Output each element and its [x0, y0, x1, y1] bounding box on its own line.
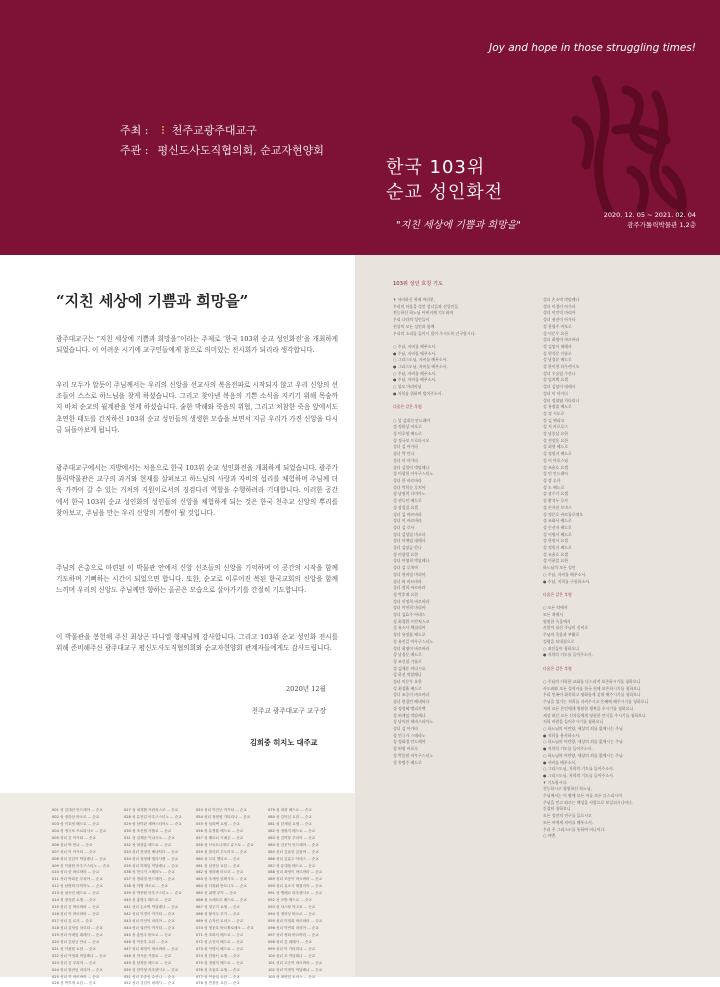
- martyr-name-item: 058 성 브르트니에르 유스토 ... 순교: [196, 842, 254, 847]
- litany-line: ○ 성모 마리아님: [393, 384, 422, 390]
- martyr-name-item: 038 성 허협 바오로 ... 순교: [124, 884, 168, 889]
- litany-line: 성녀 이영희 막달레나: [393, 558, 430, 564]
- litany-line: 성녀 허 바르바라: [393, 578, 422, 584]
- martyr-name-item: 068 성 황석두 루카 ... 순교: [196, 912, 240, 917]
- martyr-name-item: 077 성 이윤일 요한 ... 순교: [196, 974, 240, 979]
- martyr-name-item: 006 성녀 박 안나 ... 순교: [52, 842, 93, 847]
- litany-line: 성령을 보내심으로: [543, 638, 575, 644]
- litany-line: 성 정하상 바오로: [393, 424, 422, 430]
- litany-line: 하느님의 모든 성인: [543, 565, 576, 571]
- litany-line: 우리 나라의 성인들이: [393, 317, 430, 323]
- martyr-name-item: 097 성녀 정희 바르바라 ... 순교: [268, 932, 319, 937]
- martyr-name-item: 065 성 위앵 루카 ... 순교: [196, 891, 237, 896]
- martyr-name-item: 061 성 남종삼 요한 ... 순교: [196, 863, 240, 868]
- organizer-label: 주관 :: [120, 144, 149, 157]
- martyr-name-item: 012 성 남명혁 다미아노 ... 순교: [52, 884, 103, 889]
- litany-line: 성 박후재 요한: [393, 591, 419, 597]
- martyr-name-item: 054 성녀 정철염 가타리나 ... 순교: [196, 814, 251, 819]
- litany-line: 성 김임이 데레사: [543, 343, 572, 349]
- litany-line: 성 이광헌 아우구스티노: [393, 471, 434, 477]
- litany-column-right: [543, 297, 713, 840]
- litany-line: 성 한원서 요셉: [543, 538, 569, 544]
- litany-line: 성녀 최영이 바르바라: [393, 645, 430, 651]
- litany-line: [393, 337, 543, 344]
- litany-title: 103위 성인 호칭 기도: [393, 281, 443, 287]
- martyr-name-item: 101 성녀 고순이 바르바라 ... 순교: [268, 960, 323, 965]
- martyr-name-item: 086 성녀 김효주 아네스 ... 순교: [268, 856, 319, 861]
- litany-line: 성녀 최영이 바르바라: [543, 337, 580, 343]
- litany-line: 전능하신 하느님 아버지께 기도하며: [393, 310, 454, 316]
- litany-line: 성 김제준 이냐시오: [393, 665, 426, 671]
- martyr-name-item: 098 성녀 김 데레사 ... 순교: [268, 939, 312, 944]
- martyr-name-item: 030 성 조신철 가롤로 ... 순교: [124, 828, 172, 833]
- martyr-name-item: 034 성녀 정정혜 엘리사벳 ... 순교: [124, 856, 179, 861]
- litany-line: ● 그리스도님, 저희의 기도를 들어주소서.: [543, 772, 614, 778]
- litany-line: 성 홍병주 베드로: [393, 759, 422, 765]
- martyr-name-item: 007 성녀 이 아가타 ... 순교: [52, 849, 96, 854]
- martyr-name-item: 010 성녀 한 바르바라 ... 순교: [52, 870, 100, 875]
- litany-line: 사도좌와 모든 성직자를 한국 천에 보존하시기를 청하오니: [543, 685, 641, 691]
- litany-line: 성녀 김효주 아네스: [393, 612, 426, 618]
- litany-line: ○ 주님, 자비를 베푸소서.: [393, 370, 437, 376]
- litany-line: 저희 모든 은인에게 영원한 행복을 주시기를 청하오니: [543, 705, 634, 711]
- martyr-name-item: 062 성 정의배 마르코 ... 순교: [196, 870, 244, 875]
- litany-line: 모든 성인의 전구를 들으시고: [543, 813, 592, 819]
- exhibition-title-line1: 한국 103위: [386, 157, 486, 178]
- litany-line: 성 민 안드레아: [543, 471, 569, 477]
- martyr-name-item: 067 성 장주기 요셉 ... 순교: [196, 905, 240, 910]
- martyr-name-item: 053 성녀 이간난 아가타 ... 순교: [196, 808, 247, 812]
- litany-line: ○ 하느님의 어린양, 세상의 죄를 없애시는 주님: [543, 752, 623, 758]
- martyr-name-item: 025 성녀 허 바르바라 ... 순교: [52, 974, 100, 979]
- article-signature: 김희중 히지노 대주교: [250, 738, 318, 747]
- martyr-name-item: 027 성 최경환 프란치스코 ... 순교: [124, 808, 179, 812]
- exhibition-venue: 광주가톨릭박물관 1,2층: [627, 221, 696, 229]
- martyr-name-item: 048 성 현석문 가롤로 ... 순교: [124, 953, 172, 958]
- host-value: 천주교광주대교구: [171, 124, 257, 137]
- martyr-name-item: 043 성녀 이인덕 마리아 ... 순교: [124, 919, 175, 923]
- litany-line: 성녀 유정률 베드로: [393, 632, 426, 638]
- litany-line: ○ 아멘.: [543, 833, 557, 839]
- litany-line: 성 장 루카: [543, 477, 561, 483]
- litany-line: 성 손자선 토마스: [543, 504, 572, 510]
- litany-line: 다음은 같은 후렴: [543, 591, 572, 597]
- litany-line: [543, 659, 713, 666]
- litany-line: 성녀 권진이 아가타: [543, 317, 576, 323]
- litany-line: ● 주님, 저희를 구원하소서.: [543, 578, 591, 584]
- martyr-name-item: 029 성 남이관 세바스티아노 ... 순교: [124, 821, 182, 826]
- martyr-name-item: 011 성녀 박희순 루치아 ... 순교: [52, 877, 103, 882]
- martyr-name-item: 073 성 이명서 베드로 ... 순교: [196, 946, 244, 951]
- exhibition-date-range: 2020. 12. 05 ~ 2021. 02. 04: [603, 211, 696, 219]
- martyr-name-item: 023 성녀 김 루치아 ... 순교: [52, 960, 96, 965]
- litany-line: ● 저희의 기도를 들어주소서.: [543, 652, 593, 658]
- article-paragraph-2: 우리 모두가 알듯이 주님께서는 우리의 신앙을 선교사의 복음전파로 시작되지 않고 우리 신앙의 선조들이 스스로 하느님을 찾게 하셨습니다. 그리고 찾아낸 복음의 기쁜 소식을 지키기 위해 목숨까지 바쳐 순교의 월계관을 얻게 하셨습니다. 숱한 박해와 죽음의 위협, 그리고 처참한 죽음 앞에서도 초연한 태도를 간직하신 103위 순교 성인들의 생생한 모습을 보면서 지금 우리가 가진 신앙을 다시금 되돌아보게 됩니다.: [56, 381, 338, 434]
- litany-line: 성녀 한 바르바라: [393, 477, 422, 483]
- litany-line: 성녀 김 바르바라: [393, 511, 422, 517]
- martyr-name-item: 088 성녀 최영이 바르바라 ... 순교: [268, 870, 323, 875]
- martyr-name-item: 074 성 한원서 요셉 ... 순교: [196, 953, 240, 958]
- litany-line: 성녀 김 로사: [393, 524, 415, 530]
- martyr-name-item: 005 성녀 김 아가타 ... 순교: [52, 835, 96, 840]
- martyr-name-item: 083 성 김여항 루치아 ... 순교: [268, 835, 316, 840]
- martyr-name-item: 016 성녀 이 바르바라 ... 순교: [52, 912, 100, 917]
- martyr-name-item: 079 성 최형 베드로 ... 순교: [268, 808, 312, 812]
- martyr-name-item: 082 성 정원지 베드로 ... 순교: [268, 828, 316, 833]
- litany-panel: [355, 255, 720, 977]
- litany-line: 성녀 정희 바르바라: [393, 585, 426, 591]
- martyr-name-item: 031 성 김제준 이냐시오 ... 순교: [124, 835, 175, 840]
- litany-line: 성녀 김임이 데레사: [543, 384, 576, 390]
- litany-line: 성녀 조증이 바르바라: [393, 692, 430, 698]
- litany-line: [543, 599, 713, 606]
- litany-line: 성 이광렬 요한: [393, 551, 419, 557]
- litany-line: ✝ 자비하신 형제 여러분,: [393, 297, 436, 302]
- litany-line: 성 하선 막달레나: [393, 672, 422, 678]
- litany-column-left: [393, 297, 543, 766]
- litany-line: 성 허협 바오로: [393, 746, 419, 752]
- litany-line: 주님의 죽음과 부활로: [543, 632, 580, 638]
- litany-line: 성 전장운 요한: [543, 437, 569, 443]
- martyr-name-item: 064 성 다블뤼 안토니오 ... 순교: [196, 884, 247, 889]
- litany-line: 성녀 이경이 아가타: [543, 303, 576, 309]
- litany-line: 성녀 현경련 베네딕다: [393, 699, 430, 705]
- martyr-name-item: 015 성녀 김 바르바라 ... 순교: [52, 905, 100, 910]
- litany-line: 성 장성집 요셉: [393, 504, 419, 510]
- litany-line: ● 저희를 위하여 빌어주소서.: [393, 390, 443, 396]
- litany-line: 주님을 섬기는 저희를 지켜주시고 은혜에 해주시기를 청하오니: [543, 699, 649, 705]
- litany-line: 성 민극가 스테파노: [393, 732, 426, 738]
- martyr-name-item: 009 성 이광헌 아우구스티노 ... 순교: [52, 863, 110, 868]
- litany-line: 간절히 청하오니: [543, 806, 571, 812]
- litany-line: ○ 모든 악에서: [543, 605, 568, 611]
- organizer-value: 평신도사도직협의회, 순교자현양회: [157, 144, 324, 157]
- martyr-name-item: 024 성녀 원귀임 마리아 ... 순교: [52, 967, 103, 972]
- martyr-name-item: 072 성 손선지 베드로 ... 순교: [196, 939, 244, 944]
- litany-line: 영원한 죽음에서: [543, 618, 571, 624]
- litany-line: 성녀 이문우 요한: [393, 679, 422, 685]
- litany-line: 우리의 소리를 들어서 빌어 주시도록 간구합시다.: [393, 330, 476, 336]
- martyr-name-item: 055 성 임치백 요셉 ... 순교: [196, 821, 240, 826]
- litany-line: 성 도 베드로: [543, 484, 565, 490]
- litany-line: ● 저희의 기도를 들어주소서.: [543, 746, 593, 752]
- litany-line: 성녀 이연희 마리아: [393, 605, 426, 611]
- litany-line: 성 정원지 베드로: [543, 545, 572, 551]
- article-paragraph-4: 주님의 은총으로 마련된 이 박물관 안에서 신앙 선조들의 신앙을 기억하며 이 공간의 시작을 함께 기도하며 기뻐하는 시간이 되었으면 합니다. 또한, 순교로 이루어진 복된 한국교회의 신앙을 함께 느끼며 우리의 신앙도 주님께만 향하는 올곧은 모습으로 살아가기를 간절히 기도합니다.: [56, 564, 338, 595]
- martyr-name-item: 057 성 베르뇌 시메온 ... 순교: [196, 835, 244, 840]
- litany-line: 성녀 김업이 막달레나: [393, 464, 430, 470]
- litany-line: 성 이윤일 요한: [543, 558, 569, 564]
- litany-line: 성 유소사 체칠리아: [393, 625, 426, 631]
- litany-line: 사람이 되신 주님의 신비로: [543, 625, 589, 631]
- martyr-name-item: 052 성녀 김임이 데레사 ... 순교: [124, 981, 175, 986]
- martyr-name-item: 056 성 유정률 베드로 ... 순교: [196, 828, 244, 833]
- litany-line: 성 남경문 베드로: [393, 652, 422, 658]
- host-label: 주최 :: [120, 124, 149, 137]
- litany-line: 모든 이에게 자비를 베푸소서.: [543, 819, 594, 825]
- martyr-name-item: 037 성 정화경 안드레아 ... 순교: [124, 877, 175, 882]
- martyr-name-item: 002 성 정하상 바오로 ... 순교: [52, 814, 100, 819]
- litany-line: 성 임치백 요셉: [543, 377, 569, 383]
- martyr-name-item: 095 성녀 이정희 바르바라 ... 순교: [268, 919, 323, 923]
- host-line: [120, 122, 257, 138]
- martyr-name-item: 020 성녀 김장금 안나 ... 순교: [52, 939, 100, 944]
- exhibition-dates: [604, 210, 696, 230]
- exhibition-title-line2: 순교 성인화전: [386, 182, 504, 203]
- article-heading: “지친 세상에 기쁨과 희망을”: [56, 292, 249, 310]
- litany-line: 성 이 아오스딩: [543, 457, 569, 463]
- martyr-name-item: 084 성 김문덕 안드레아 ... 순교: [268, 842, 319, 847]
- litany-line: 성녀 김장금 안나: [393, 545, 422, 551]
- martyr-name-item: 075 성 정원지 베드로 ... 순교: [196, 960, 244, 965]
- litany-line: 성 최경환 프란치스코: [393, 618, 430, 624]
- litany-line: 성녀 김 루치아: [393, 565, 419, 571]
- litany-line: 성 정화경 안드레아: [393, 739, 426, 745]
- martyr-name-item: 018 성녀 김성임 마르타 ... 순교: [52, 925, 103, 930]
- martyr-name-item: 099 성녀 이 가타리나 ... 순교: [268, 946, 316, 951]
- martyr-name-item: 085 성녀 김효임 골룸바 ... 순교: [268, 849, 319, 854]
- martyr-name-item: 081 성 한재권 요셉 ... 순교: [268, 821, 312, 826]
- litany-line: 성녀 손소벽 막달레나: [543, 297, 580, 302]
- exhibition-banner: [0, 0, 720, 255]
- martyr-name-item: 042 성녀 이경이 아가타 ... 순교: [124, 912, 175, 917]
- litany-line: 성 조윤호 요셉: [543, 464, 569, 470]
- litany-line: 성녀 김 아가타: [393, 444, 419, 450]
- litany-line: 성녀 이정희 바르바라: [393, 598, 430, 604]
- martyr-name-item: 090 성녀 유소사 체칠리아 ... 순교: [268, 884, 323, 889]
- litany-line: 모든 죄에서: [543, 612, 564, 618]
- article-organization: 천주교 광주대교구 교구장: [251, 707, 326, 715]
- litany-line: 성 이호영 베드로: [393, 431, 422, 437]
- litany-line: 성 이명서 베드로: [543, 531, 572, 537]
- martyr-name-item: 008 성녀 김업이 막달레나 ... 순교: [52, 856, 107, 861]
- litany-line: 다음은 같은 후렴: [393, 404, 422, 410]
- litany-line: 성 정정혜 엘리사벳: [393, 705, 426, 711]
- litany-line: [543, 585, 713, 592]
- litany-line: 성 박종원 아우구스티노: [393, 752, 434, 758]
- litany-line: 세상 떠난 모든 신자들에게 영원한 안식을 주시기를 청하오니: [543, 712, 646, 718]
- litany-line: 성 황석두 루카: [543, 498, 569, 504]
- litany-line: [393, 398, 543, 405]
- article-paragraph-3: 광주대교구에서는 지방에서는 처음으로 한국 103위 순교 성인화전을 개최하게 되었습니다. 광주가톨릭박물관은 교구의 과거와 현재를 살펴보고 하느님의 사랑과 자비의 섭리를 체험하며 주님께 더욱 가까이 갈 수 있는 거처의 지원이로서의 징검다리 역할을 수행하려라 기대합니다. 이러한 공간에서 한국 103위 순교 성인화의 성인들의 신앙을 체험하게 되는 것은 한국 천주교 신앙의 뿌리를 찾아보고, 주님을 만는 우리 신앙의 기쁨이 될 것입니다.: [56, 464, 338, 517]
- litany-line: ● 그리스도님, 자비를 베푸소서.: [393, 364, 448, 370]
- martyr-name-item: 069 성 손자선 토마스 ... 순교: [196, 919, 244, 923]
- litany-line: 성녀 김성임 마르타: [393, 531, 426, 537]
- litany-line: 전능하시고 영원하신 하느님,: [543, 786, 592, 792]
- litany-line: ○ 하느님의 어린양, 세상의 죄를 없애시는 주님: [543, 726, 623, 731]
- litany-line: ○ 성 김대건 안드레아: [393, 417, 431, 423]
- litany-line: 성녀 박희순 루치아: [393, 484, 426, 490]
- litany-line: 다음은 같은 후렴: [543, 665, 572, 671]
- martyr-name-item: 049 성 남경문 베드로 ... 순교: [124, 960, 172, 965]
- article-paragraph-1: 광주대교구는 “지친 세상에 기쁨과 희망을”이라는 주제로 ‘한국 103위 순교 성인화전’을 개최하게 되었습니다. 이 어려운 시기에 교구민들에게 참으로 의미있는 전시회가 되리라 생각합니다.: [56, 335, 338, 355]
- martyr-name-item: 070 성 정문호 바르톨로메오 ... 순교: [196, 925, 254, 930]
- litany-line: ○ 죄인들이 청하오니: [543, 645, 579, 651]
- martyr-name-item: 094 성 정하상 바오로 ... 순교: [268, 912, 316, 917]
- martyr-name-item: 063 성 우세영 알렉시오 ... 순교: [196, 877, 247, 882]
- martyr-name-item: 017 성녀 김 로사 ... 순교: [52, 919, 93, 923]
- martyr-name-item: 035 성녀 허계임 막달레나 ... 순교: [124, 863, 179, 868]
- litany-line: ○ 그리스도님, 저희의 기도를 들어주소서.: [543, 766, 614, 772]
- martyr-name-item: 019 성녀 이매임 데레사 ... 순교: [52, 932, 103, 937]
- litany-line: 주님을 믿고 따르는 백성을 사랑으로 보살피시나이다.: [543, 799, 634, 805]
- martyr-name-item: 066 성 오메트르 베드로 ... 순교: [196, 898, 247, 903]
- martyr-name-item: 103 성 최양업 토마스 ... 순교: [268, 974, 316, 979]
- litany-line: 성 조신철 가롤로: [393, 658, 422, 664]
- martyr-names-grid: [52, 807, 355, 987]
- martyr-name-item: 080 성 김덕심 요한 ... 순교: [268, 814, 312, 819]
- article-date: 2020년 12월: [285, 685, 326, 693]
- martyr-name-item: 026 성 박후재 요한 ... 순교: [52, 981, 96, 986]
- litany-line: 성 권득인 베드로: [393, 498, 422, 504]
- litany-line: 성 조윤호 요셉: [543, 551, 569, 557]
- martyr-name-item: 013 성 권득인 베드로 ... 순교: [52, 891, 100, 896]
- litany-line: 성 허계임 막달레나: [393, 712, 426, 718]
- litany-line: ○ 그리스도님, 자비를 베푸소서.: [393, 357, 448, 363]
- litany-line: 성녀 이인덕 마리아: [543, 310, 576, 316]
- martyr-name-item: 071 성 조화서 베드로 ... 순교: [196, 932, 244, 937]
- martyr-name-item: 093 성 샤스탕 야고보 ... 순교: [268, 905, 316, 910]
- litany-line: 성 유진길 아우구스티노: [393, 638, 434, 644]
- banner-tagline: Joy and hope in those struggling times!: [489, 42, 696, 54]
- martyr-name-item: 102 성녀 이영덕 막달레나 ... 순교: [268, 967, 323, 972]
- martyr-name-item: 050 성 한이형 라우렌시오 ... 순교: [124, 967, 179, 972]
- martyr-name-item: 014 성 장성집 요셉 ... 순교: [52, 898, 96, 903]
- calligraphy-artwork-icon: [556, 70, 706, 220]
- article-paragraph-5: 이 박물관을 봉헌해 주신 최상곤 다니엘 형제님께 감사합니다. 그리고 103위 순교 성인화 전시를 위해 준비해주신 광주대교구 평신도사도직협의회와 순교자현양회 관계자들에게도 감사드립니다.: [56, 633, 338, 653]
- litany-line: 성 최형 베드로: [543, 444, 569, 450]
- litany-line: 성녀 김 아가타: [393, 726, 419, 731]
- martyr-name-item: 004 성 정국보 프로타시오 ... 순교: [52, 828, 107, 833]
- martyr-name-item: 100 성녀 조 막달레나 ... 순교: [268, 953, 316, 958]
- litany-line: 성녀 원귀임 마리아: [393, 571, 426, 577]
- litany-line: 성 정 시도로: [543, 410, 565, 416]
- litany-line: 성 지 카로루스: [543, 424, 569, 430]
- litany-line: 성 손선지 베드로: [543, 524, 572, 530]
- litany-line: 저희 바람을 들어주시기를 청하오니: [543, 719, 604, 725]
- litany-line: 성녀 박 안나: [393, 451, 415, 457]
- litany-line: 성 남종삼 요한: [543, 431, 569, 437]
- litany-line: 성녀 이 아가타: [393, 457, 419, 463]
- martyr-name-item: 039 성 박종원 아우구스티노 ... 순교: [124, 891, 182, 896]
- litany-line: ✝ 기도합시다.: [543, 779, 568, 785]
- litany-line: 성 남경문 베드로: [543, 357, 572, 363]
- litany-line: 천상의 모든 성인과 함께: [393, 323, 435, 329]
- martyr-name-item: 036 성 민극가 스테파노 ... 순교: [124, 870, 175, 875]
- martyr-name-item: 091 성 앵베르 라우렌시오 ... 순교: [268, 891, 323, 896]
- litany-line: 성 유정률 베드로: [543, 404, 572, 410]
- litany-line: 주님께서는 이 땅에 모든 이를 모두 다스리시며: [543, 793, 622, 799]
- litany-line: 성 남명혁 다미아노: [393, 491, 426, 497]
- martyr-name-item: 078 성 전장운 요한 ... 순교: [196, 981, 240, 986]
- martyr-names-list: [0, 793, 355, 986]
- litany-line: 성 홍영주 바오로: [543, 323, 572, 329]
- litany-line: ● 주님, 자비를 베푸소서.: [393, 350, 437, 356]
- martyr-name-item: 089 성녀 조증이 바르바라 ... 순교: [268, 877, 323, 882]
- martyr-name-item: 076 성 조윤호 요셉 ... 순교: [196, 967, 240, 972]
- martyr-name-item: 045 성 홍영주 바오로 ... 순교: [124, 932, 172, 937]
- litany-line: ● 자비를 베푸소서.: [543, 759, 577, 765]
- litany-line: [543, 672, 713, 679]
- litany-line: ○ 주님의 거룩한 교회를 다스리며 보존하시기를 청하오니: [543, 679, 641, 685]
- litany-line: 우리 주 그리스도를 통하여 비나이다.: [543, 826, 606, 832]
- litany-line: 성 정원지 베드로: [543, 451, 572, 457]
- martyr-name-item: 001 성 김대건 안드레아 ... 순교: [52, 808, 103, 812]
- litany-line: 성 남이관 세바스티아노: [393, 719, 434, 725]
- litany-line: 우리의 마음을 성인 성녀들과 신앙인들: [393, 303, 459, 309]
- litany-line: 성 김 헨리코: [543, 417, 565, 423]
- martyr-name-item: 003 성 이호영 베드로 ... 순교: [52, 821, 100, 826]
- litany-line: 성녀 이매임 데레사: [393, 538, 426, 544]
- litany-line: 성 정국보 프로타시오: [393, 437, 430, 443]
- martyr-name-item: 059 성 볼리외 루도비코 ... 순교: [196, 849, 247, 854]
- litany-line: 성 장주기 요셉: [543, 491, 569, 497]
- organizer-line: [120, 142, 324, 158]
- litany-line: 성 현석문 가롤로: [543, 350, 572, 356]
- exhibition-subtitle: "지친 세상에 기쁨과 희망을": [396, 220, 521, 231]
- martyr-name-item: 087 성 유대철 베드로 ... 순교: [268, 863, 316, 868]
- martyr-name-item: 092 성 모방 베드로 ... 순교: [268, 898, 312, 903]
- martyr-name-item: 032 성 최창흡 베드로 ... 순교: [124, 842, 172, 847]
- martyr-name-item: 033 성녀 현경련 베네딕다 ... 순교: [124, 849, 179, 854]
- litany-line: ○ 주님, 자비를 베푸소서.: [393, 343, 437, 349]
- litany-line: 성녀 정철염 가타리나: [543, 397, 580, 403]
- martyr-name-item: 096 성녀 이연희 마리아 ... 순교: [268, 925, 319, 930]
- martyr-name-item: 028 성 유진길 아우구스티노 ... 순교: [124, 814, 182, 819]
- litany-line: 성녀 이 바르바라: [393, 518, 422, 524]
- martyr-name-item: 040 성 홍병주 베드로 ... 순교: [124, 898, 172, 903]
- martyr-name-item: 051 성녀 우술임 수산나 ... 순교: [124, 974, 175, 979]
- litany-line: [393, 411, 543, 418]
- litany-line: 성녀 이 아가다: [543, 390, 569, 396]
- litany-line: ● 주님, 자비를 베푸소서.: [393, 377, 437, 383]
- litany-line: 성 한이형 라우렌시오: [543, 364, 580, 370]
- litany-line: 우리 민족이 화목하고 평화롭게 살게 해주시기를 청하오니: [543, 692, 641, 698]
- martyr-name-item: 047 성녀 최영이 바르바라 ... 순교: [124, 946, 179, 951]
- martyr-name-item: 046 성 이문우 요한 ... 순교: [124, 939, 168, 944]
- litany-line: 성 정문호 바르톨로메오: [543, 511, 584, 517]
- martyr-name-item: 021 성 이광렬 요한 ... 순교: [52, 946, 96, 951]
- litany-line: 성녀 우술임 수산나: [543, 370, 576, 376]
- litany-line: ● 저희를 용서하소서.: [543, 732, 581, 738]
- litany-line: ○ 주님, 자비를 베푸소서.: [543, 571, 587, 577]
- martyr-name-item: 022 성녀 이영희 막달레나 ... 순교: [52, 953, 107, 958]
- litany-line: 성 최창흡 베드로: [393, 685, 422, 691]
- martyr-name-item: 041 성녀 손소벽 막달레나 ... 순교: [124, 905, 179, 910]
- litany-line: 성 조화서 베드로: [543, 518, 572, 524]
- martyr-name-item: 044 성녀 권진이 아가타 ... 순교: [124, 925, 175, 930]
- martyr-name-item: 060 성 도리 헨리코 ... 순교: [196, 856, 240, 861]
- litany-line: ○ 하느님의 어린양, 세상의 죄를 없애시는 주님: [543, 739, 623, 745]
- litany-line: 성 이문우 요한: [543, 330, 569, 336]
- diocese-logo-icon: ⫶: [161, 124, 165, 137]
